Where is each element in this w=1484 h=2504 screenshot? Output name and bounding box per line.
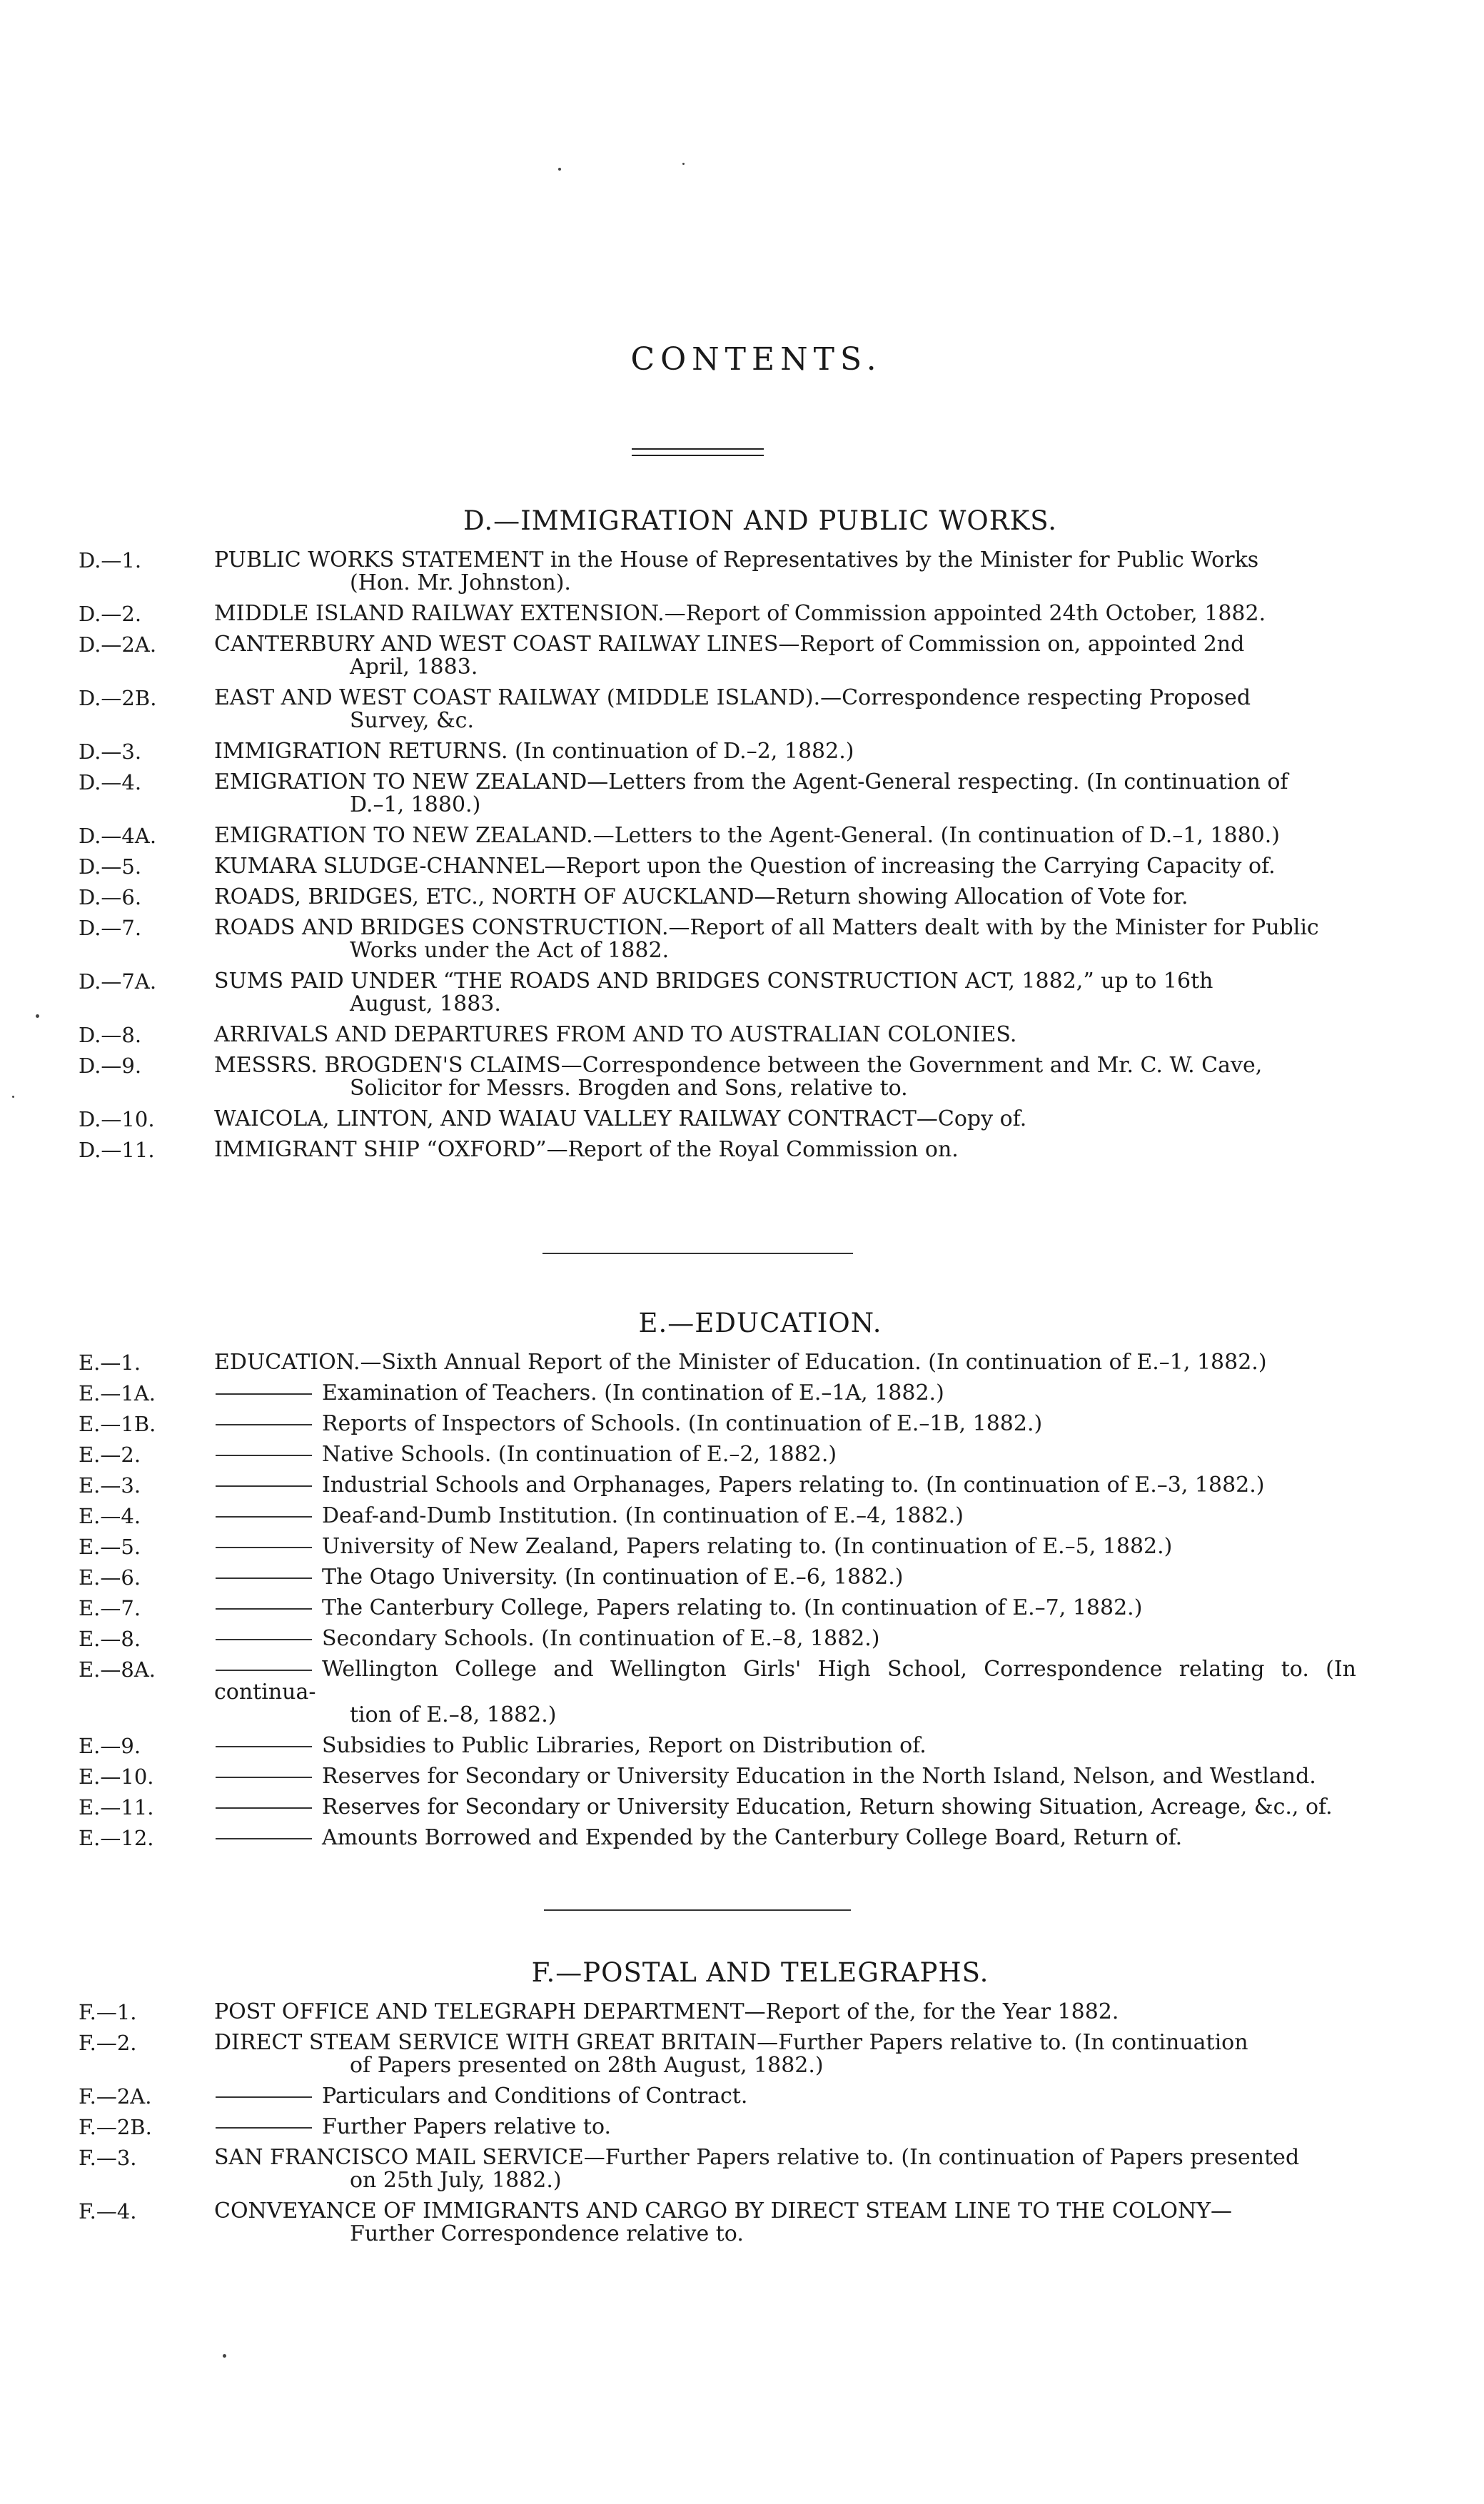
ditto-dash [216,1746,312,1747]
entry-text: CANTERBURY AND WEST COAST RAILWAY LINES—Report of Commission on, appointed 2nd [214,632,1245,657]
entry-description [214,1024,1356,1046]
contents-entry [79,1024,1356,1046]
entry-description [214,2001,1356,2024]
contents-entry [79,1413,1356,1435]
entry-text: The Canterbury College, Papers relating to. (In continuation of E.–7, 1882.) [322,1595,1143,1620]
entry-code: D.—9. [79,1054,142,1078]
entry-list [79,1351,1356,1849]
entry-code: E.—8. [79,1627,141,1651]
ditto-dash [216,1777,312,1778]
entry-code: E.—1A. [79,1381,156,1405]
section-postal-telegraphs [79,1957,1356,2253]
contents-entry [79,1382,1356,1405]
contents-entry [79,2200,1356,2246]
entry-code: E.—12. [79,1826,154,1850]
entry-code: F.—1. [79,2000,137,2024]
entry-code: E.—6. [79,1565,141,1590]
scan-speck [12,1096,14,1098]
entry-text: DIRECT STEAM SERVICE WITH GREAT BRITAIN—Further Papers relative to. (In continuation [214,2030,1248,2055]
contents-entry [79,2031,1356,2077]
ditto-dash [216,2096,312,2098]
entry-code: E.—4. [79,1504,141,1528]
title-double-rule [632,448,764,456]
entry-text: Further Papers relative to. [322,2114,612,2139]
entry-text: EAST AND WEST COAST RAILWAY (MIDDLE ISLAND).—Correspondence respecting Proposed [214,685,1251,710]
entry-code: D.—5. [79,854,142,879]
entry-continuation: Works under the Act of 1882. [350,938,670,963]
ditto-dash [216,1577,312,1579]
ditto-dash [216,1608,312,1610]
entry-description [214,1443,1356,1466]
entry-code: F.—3. [79,2146,137,2170]
contents-entry [79,2116,1356,2139]
entry-text: CONVEYANCE OF IMMIGRANTS AND CARGO BY DIRECT STEAM LINE TO THE COLONY— [214,2198,1233,2223]
entry-code: D.—7A. [79,969,157,994]
entry-description [214,917,1356,962]
contents-entry [79,1108,1356,1131]
scan-speck [558,168,561,171]
entry-text: Examination of Teachers. (In contination of E.–1A, 1882.) [322,1380,944,1405]
entry-code: D.—4. [79,770,142,794]
contents-entry [79,824,1356,847]
contents-entry [79,687,1356,732]
entry-text: Native Schools. (In continuation of E.–2, 1882.) [322,1442,837,1467]
contents-entry [79,1765,1356,1788]
ditto-dash [216,1455,312,1456]
entry-text: The Otago University. (In continuation of E.–6, 1882.) [322,1565,904,1590]
entry-description [214,2116,1356,2139]
section-heading: D.—IMMIGRATION AND PUBLIC WORKS. [463,505,1058,536]
contents-entry [79,1796,1356,1819]
contents-entry [79,1054,1356,1100]
entry-list [79,549,1356,1161]
entry-text: EDUCATION.—Sixth Annual Report of the Minister of Education. (In continuation of E.–1, 1882.) [214,1350,1267,1375]
entry-description [214,1413,1356,1435]
entry-code: D.—10. [79,1107,155,1131]
entry-code: D.—4A. [79,824,157,848]
ditto-dash [216,1516,312,1518]
entry-text: IMMIGRANT SHIP “OXFORD”—Report of the Royal Commission on. [214,1137,959,1162]
entry-text: Deaf-and-Dumb Institution. (In continuation of E.–4, 1882.) [322,1503,964,1528]
contents-entry [79,1139,1356,1161]
entry-description [214,970,1356,1016]
entry-code: D.—6. [79,885,142,909]
contents-entry [79,1443,1356,1466]
entry-text: EMIGRATION TO NEW ZEALAND.—Letters to the Agent-General. (In continuation of D.–1, 1880.) [214,823,1280,848]
entry-text: ROADS, BRIDGES, ETC., NORTH OF AUCKLAND—Return showing Allocation of Vote for. [214,884,1188,909]
entry-text: Particulars and Conditions of Contract. [322,2084,748,2109]
entry-description [214,1827,1356,1849]
contents-entry [79,1597,1356,1620]
contents-entry [79,1827,1356,1849]
contents-entry [79,1535,1356,1558]
entry-continuation: Survey, &c. [350,708,474,733]
entry-code: E.—7. [79,1596,141,1620]
contents-entry [79,1627,1356,1650]
contents-entry [79,633,1356,679]
entry-code: D.—2B. [79,686,157,710]
contents-entry [79,1735,1356,1757]
entry-code: E.—5. [79,1535,141,1559]
entry-description [214,824,1356,847]
entry-text: Reserves for Secondary or University Education, Return showing Situation, Acreage, &c., of. [322,1794,1333,1819]
entry-continuation: (Hon. Mr. Johnston). [350,570,571,595]
section-education [79,1308,1356,1857]
contents-entry [79,970,1356,1016]
entry-description [214,1139,1356,1161]
entry-code: E.—1B. [79,1412,156,1436]
entry-continuation: April, 1883. [350,655,478,680]
page-title: CONTENTS. [630,341,882,378]
entry-code: E.—3. [79,1473,141,1498]
entry-text: Reports of Inspectors of Schools. (In continuation of E.–1B, 1882.) [322,1411,1043,1436]
entry-text: Amounts Borrowed and Expended by the Canterbury College Board, Return of. [322,1825,1183,1850]
entry-description [214,886,1356,909]
entry-text: SAN FRANCISCO MAIL SERVICE—Further Papers relative to. (In continuation of Papers presented [214,2145,1300,2170]
entry-code: D.—7. [79,916,142,940]
contents-entry [79,1658,1356,1727]
entry-description [214,549,1356,595]
ditto-dash [216,1485,312,1487]
ditto-dash [216,1670,312,1671]
entry-code: E.—2. [79,1443,141,1467]
ditto-dash [216,1424,312,1425]
ditto-dash [216,1639,312,1640]
entry-text: Subsidies to Public Libraries, Report on Distribution of. [322,1733,927,1758]
contents-entry [79,855,1356,878]
entry-code: E.—10. [79,1765,154,1789]
ditto-dash [216,1547,312,1548]
entry-description [214,1566,1356,1589]
entry-description [214,2085,1356,2108]
entry-text: EMIGRATION TO NEW ZEALAND—Letters from the Agent-General respecting. (In continuation of [214,769,1288,794]
entry-text: IMMIGRATION RETURNS. (In continuation of D.–2, 1882.) [214,739,854,764]
entry-text: Reserves for Secondary or University Education in the North Island, Nelson, and Westland. [322,1764,1316,1789]
entry-code: F.—2A. [79,2084,152,2109]
contents-entry [79,740,1356,763]
entry-code: E.—11. [79,1795,154,1819]
contents-entry [79,2146,1356,2192]
entry-code: D.—2. [79,602,142,626]
entry-code: D.—11. [79,1138,155,1162]
entry-continuation: August, 1883. [350,991,501,1016]
entry-list [79,2001,1356,2246]
entry-description [214,855,1356,878]
entry-code: E.—1. [79,1351,141,1375]
entry-text: MIDDLE ISLAND RAILWAY EXTENSION.—Report of Commission appointed 24th October, 1882. [214,601,1266,626]
entry-description [214,740,1356,763]
entry-text: ARRIVALS AND DEPARTURES FROM AND TO AUSTRALIAN COLONIES. [214,1022,1017,1047]
contents-entry [79,549,1356,595]
entry-description [214,2031,1356,2077]
entry-description [214,1351,1356,1374]
ditto-dash [216,1393,312,1395]
section-heading: E.—EDUCATION. [638,1308,882,1338]
entry-code: E.—8A. [79,1657,156,1682]
entry-continuation: Further Correspondence relative to. [350,2221,744,2246]
entry-code: F.—2. [79,2031,137,2055]
entry-description [214,1796,1356,1819]
entry-text: MESSRS. BROGDEN'S CLAIMS—Correspondence between the Government and Mr. C. W. Cave, [214,1053,1263,1078]
contents-entry [79,2085,1356,2108]
entry-description [214,1108,1356,1131]
entry-description [214,602,1356,625]
contents-entry [79,1566,1356,1589]
section-divider [544,1909,851,1911]
section-immigration-public-works [79,505,1356,1169]
contents-entry [79,1474,1356,1497]
entry-description [214,1597,1356,1620]
contents-entry [79,886,1356,909]
contents-entry [79,917,1356,962]
entry-text: SUMS PAID UNDER “THE ROADS AND BRIDGES CONSTRUCTION ACT, 1882,” up to 16th [214,969,1213,994]
entry-continuation: on 25th July, 1882.) [350,2168,562,2193]
entry-continuation: D.–1, 1880.) [350,792,481,817]
contents-entry [79,602,1356,625]
entry-description [214,633,1356,679]
contents-entry [79,1351,1356,1374]
entry-code: D.—8. [79,1023,142,1047]
entry-description [214,1474,1356,1497]
scan-speck [36,1014,39,1018]
entry-continuation: of Papers presented on 28th August, 1882.) [350,2053,824,2078]
entry-description [214,1735,1356,1757]
entry-code: F.—4. [79,2199,137,2223]
entry-description [214,2146,1356,2192]
entry-text: Secondary Schools. (In continuation of E.–8, 1882.) [322,1626,880,1651]
contents-entry [79,2001,1356,2024]
entry-text: University of New Zealand, Papers relating to. (In continuation of E.–5, 1882.) [322,1534,1173,1559]
entry-continuation: tion of E.–8, 1882.) [350,1702,557,1727]
ditto-dash [216,2127,312,2129]
contents-entry [79,771,1356,817]
entry-text: Industrial Schools and Orphanages, Papers relating to. (In continuation of E.–3, 1882.) [322,1473,1265,1498]
scan-speck [682,163,685,165]
contents-entry [79,1505,1356,1528]
entry-continuation: Solicitor for Messrs. Brogden and Sons, relative to. [350,1076,908,1101]
entry-description [214,1765,1356,1788]
entry-code: D.—3. [79,739,142,764]
entry-text: WAICOLA, LINTON, AND WAIAU VALLEY RAILWAY CONTRACT—Copy of. [214,1106,1027,1131]
entry-text: PUBLIC WORKS STATEMENT in the House of Representatives by the Minister for Public Works [214,547,1259,572]
entry-description [214,1535,1356,1558]
section-divider [542,1253,853,1254]
entry-description [214,1382,1356,1405]
entry-description [214,1505,1356,1528]
entry-description [214,687,1356,732]
entry-text: POST OFFICE AND TELEGRAPH DEPARTMENT—Report of the, for the Year 1882. [214,1999,1119,2024]
ditto-dash [216,1807,312,1809]
entry-description [214,1627,1356,1650]
entry-text: ROADS AND BRIDGES CONSTRUCTION.—Report of all Matters dealt with by the Minister for Public [214,915,1319,940]
entry-code: F.—2B. [79,2115,152,2139]
entry-description [214,1054,1356,1100]
entry-text: KUMARA SLUDGE-CHANNEL—Report upon the Question of increasing the Carrying Capacity of. [214,854,1276,879]
ditto-dash [216,1838,312,1839]
entry-code: E.—9. [79,1734,141,1758]
entry-code: D.—1. [79,548,142,572]
entry-description [214,2200,1356,2246]
scan-speck [223,2354,226,2358]
entry-code: D.—2A. [79,632,157,657]
entry-description [214,1658,1356,1727]
section-heading: F.—POSTAL AND TELEGRAPHS. [531,1957,989,1988]
entry-text: Wellington College and Wellington Girls' High School, Correspondence relating to. (In continua- [214,1657,1356,1705]
entry-description [214,771,1356,817]
